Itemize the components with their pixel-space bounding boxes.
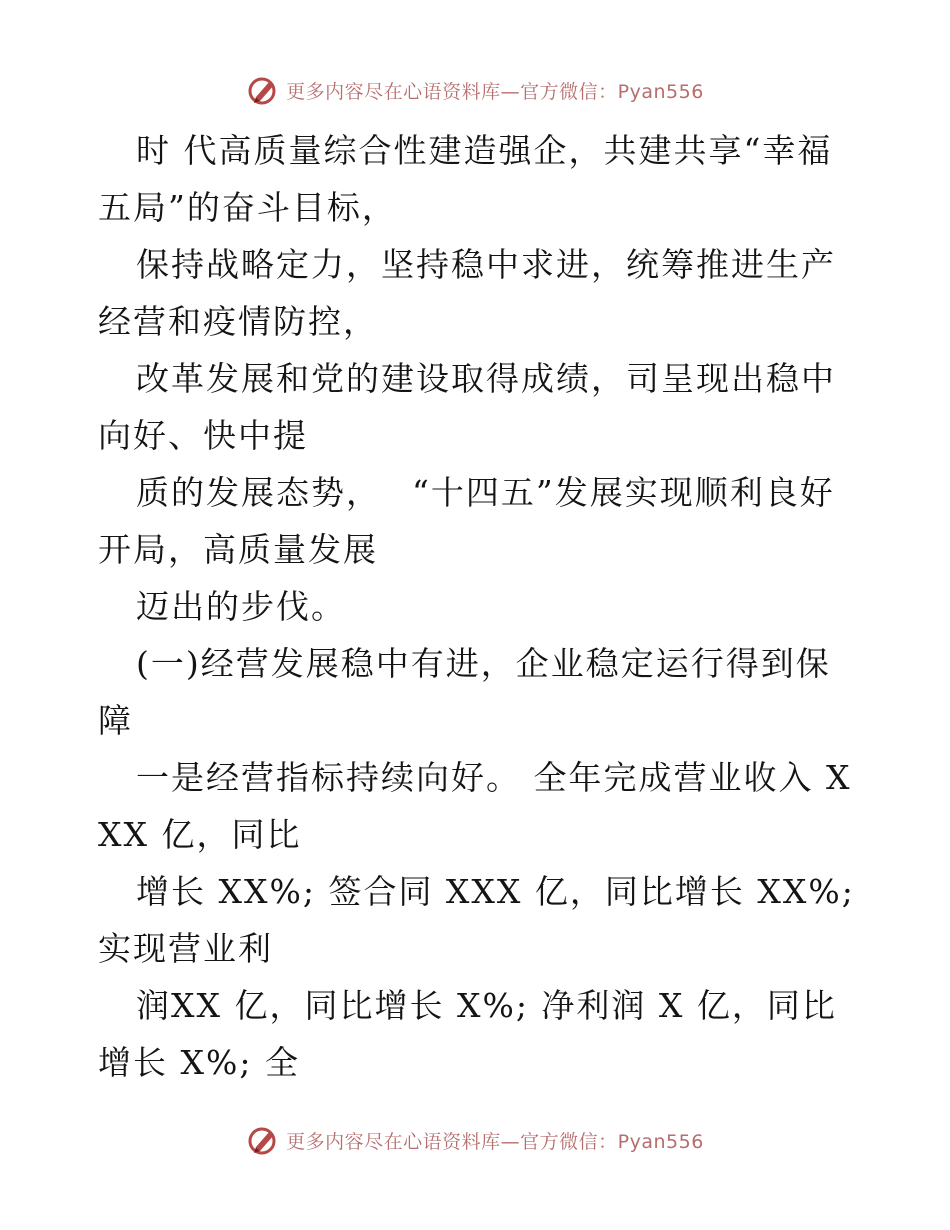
- watermark-text: 更多内容尽在心语资料库—官方微信：Pyan556: [286, 80, 704, 103]
- header-watermark: [0, 70, 950, 110]
- paragraph-5: 迈出的步伐。: [136, 587, 346, 626]
- paragraph-4: 质的发展态势， “十四五”发展实现顺利良好开局，高质量发展: [98, 473, 835, 569]
- pen-logo-icon: [246, 1123, 280, 1157]
- paragraph-6: 一是经营指标持续向好。 全年完成营业收入 XXX 亿，同比: [98, 758, 852, 854]
- paragraph-8: 润XX 亿，同比增长 X%; 净利润 X 亿，同比增长 X%; 全: [98, 986, 837, 1082]
- pen-logo-icon: [246, 73, 280, 107]
- paragraph-3: 改革发展和党的建设取得成绩，司呈现出稳中向好、快中提: [98, 359, 836, 455]
- footer-watermark: [0, 1120, 950, 1160]
- paragraph-2: 保持战略定力，坚持稳中求进，统筹推进生产经营和疫情防控，: [98, 245, 836, 341]
- paragraph-1: 时 代高质量综合性建造强企，共建共享“幸福五局”的奋斗目标，: [98, 131, 833, 227]
- paragraph-7: 增长 XX%; 签合同 XXX 亿，同比增长 XX%; 实现营业利: [98, 872, 855, 968]
- document-body: [98, 122, 858, 1091]
- watermark-text: 更多内容尽在心语资料库—官方微信：Pyan556: [286, 1130, 704, 1153]
- section-heading: (一)经营发展稳中有进，企业稳定运行得到保障: [98, 644, 831, 740]
